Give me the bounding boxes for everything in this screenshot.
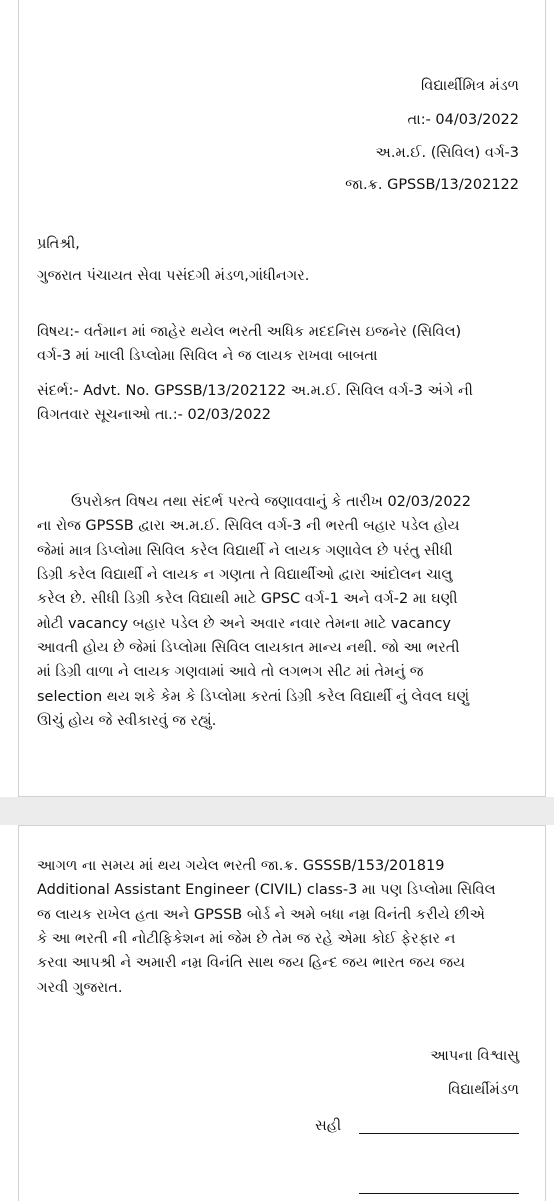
body2-line: આગળ ના સમય માં થય ગયેલ ભરતી જા.ક્ર. GSSSB/153/201819 — [37, 858, 445, 874]
reference-line: સંદર્ભ:- Advt. No. GPSSB/13/202122 અ.મ.ઈ. સિવિલ વર્ગ-3 અંગે ની — [37, 383, 473, 399]
body2-line: જ લાયક રાખેલ હતા અને GPSSB બોર્ડ ને અમે બધા નમ્ર વિનંતી કરીયે છીએ — [37, 907, 485, 923]
body-line: selection થય શકે કેમ કે ડિપ્લોમા કરતાં ડિગ્રી કરેલ વિદ્યાર્થી નું લેવલ ઘણું — [37, 689, 470, 705]
body2-line: કરવા આપશ્રી ને અમારી નમ્ર વિનંતિ સાથ જય હિન્દ જય ભારત જય જય — [37, 955, 466, 971]
body2-line: કે આ ભરતી ની નોટીફિકેશન માં જેમ છે તેમ જ રહે એમા કોઈ ફેરફાર ન — [37, 931, 456, 947]
letter-page-1 — [18, 0, 546, 797]
body-line: કરેલ છે. સીધી ડિગ્રી કરેલ વિદ્યાથી માટે GPSC વર્ગ-1 અને વર્ગ-2 મા ઘણી — [37, 591, 458, 607]
signature-line-2 — [359, 1193, 519, 1194]
salutation: પ્રતિશ્રી, — [37, 236, 80, 252]
signature-line — [359, 1133, 519, 1134]
body-line: માં ડિગ્રી વાળા ને લાયક ગણવામાં આવે તો લગભગ સીટ માં તેમનું જ — [37, 664, 424, 680]
body2-line: Additional Assistant Engineer (CIVIL) class-3 મા પણ ડિપ્લોમા સિવિલ — [37, 882, 496, 898]
letter-date: તા:- 04/03/2022 — [407, 112, 519, 128]
body-line: ના રોજ GPSSB દ્વારા અ.મ.ઈ. સિવિલ વર્ગ-3 ની ભરતી બહાર પડેલ હોય — [37, 518, 460, 534]
body-line: જેમાં માત્ર ડિપ્લોમા સિવિલ કરેલ વિદ્યાર્થી ને લાયક ગણાવેલ છે પરંતુ સીધી — [37, 543, 453, 559]
body2-line: ગરવી ગુજરાત. — [37, 980, 123, 996]
subject-line: વિષય:- વર્તમાન માં જાહેર થયેલ ભરતી અધિક મદદનિસ ઇજનેર (સિવિલ) — [37, 324, 462, 340]
body-line: ડિગ્રી કરેલ વિદ્યાર્થી ને લાયક ન ગણતા તે વિદ્યાર્થીઓ દ્વારા આંદોલન ચાલુ — [37, 567, 453, 583]
body-line: ઊચું હોય જે સ્વીકારવું જ રહ્યું. — [37, 713, 217, 729]
addressee-board: ગુજરાત પંચાયત સેવા પસંદગી મંડળ,ગાંધીનગર. — [37, 268, 310, 284]
body-line: મોટી vacancy બહાર પડેલ છે અને અવાર નવાર તેમના માટે vacancy — [37, 616, 452, 632]
reference-number: જા.ક્ર. GPSSB/13/202122 — [345, 177, 519, 193]
subject-line: વર્ગ-3 માં ખાલી ડિપ્લોમા સિવિલ ને જ લાયક રાખવા બાબત। — [37, 348, 378, 364]
closing-yours: આપના વિશ્વાસુ — [430, 1048, 519, 1064]
body-line: ઉપરોક્ત વિષય તથા સંદર્ભ પરત્વે જણાવવાનું કે તારીખ 02/03/2022 — [71, 494, 472, 510]
signature-label: સહી — [315, 1118, 342, 1134]
post-name: અ.મ.ઈ. (સિવિલ) વર્ગ-3 — [375, 145, 519, 161]
body-line: આવતી હોય છે જેમાં ડિપ્લોમા સિવિલ લાયકાત માન્ય નથી. જો આ ભરતી — [37, 640, 460, 656]
reference-line: વિગતવાર સૂચનાઓ તા.:- 02/03/2022 — [37, 407, 272, 423]
page-separator — [0, 797, 554, 825]
org-name: વિદ્યાર્થીમિત્ર મંડળ — [421, 78, 519, 94]
letter-page-2 — [18, 825, 546, 1201]
closing-org: વિદ્યાર્થીમંડળ — [448, 1082, 519, 1098]
